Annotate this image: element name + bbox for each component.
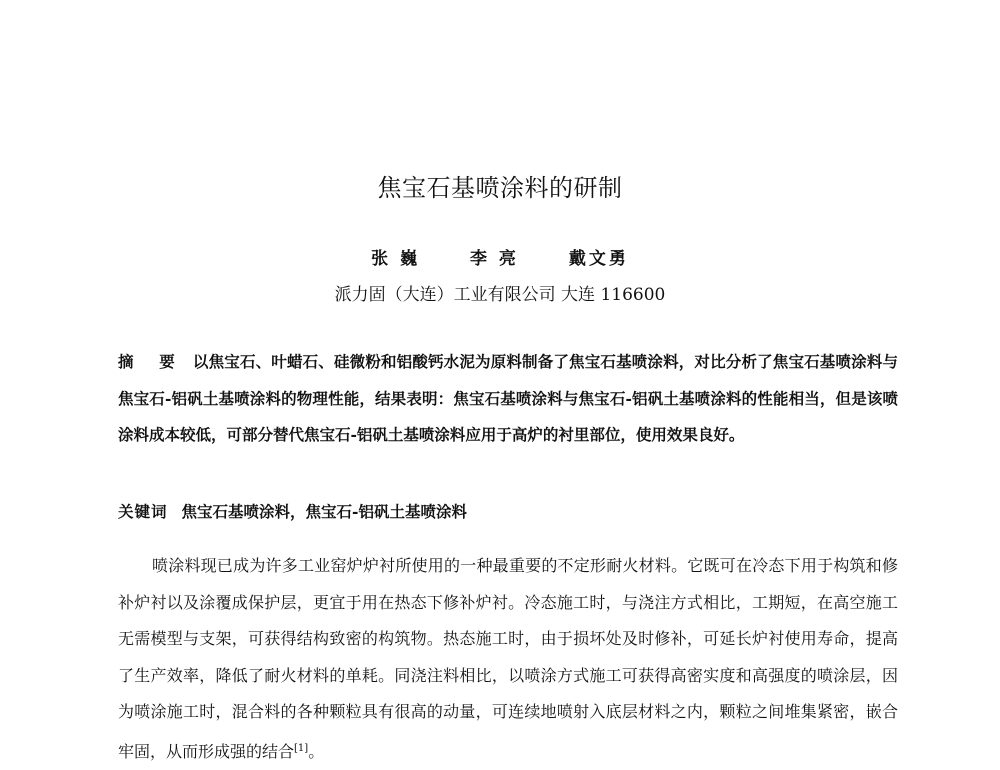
- author-name: 戴文勇: [568, 249, 629, 269]
- author-name: 李 亮: [470, 249, 519, 269]
- abstract-text: 以焦宝石、叶蜡石、硅微粉和铝酸钙水泥为原料制备了焦宝石基喷涂料，对比分析了焦宝石基喷涂料与焦宝石-铝矾土基喷涂料的物理性能，结果表明：焦宝石基喷涂料与焦宝石-铝矾土基喷涂料的性能相当，但是该喷涂料成本较低，可部分替代焦宝石-铝矾土基喷涂料应用于高炉的衬里部位，使用效果良好。: [118, 352, 898, 444]
- author-name: 张 巍: [371, 249, 421, 269]
- citation-ref: [1]: [294, 742, 309, 754]
- keywords-text: 焦宝石基喷涂料，焦宝石-铝矾土基喷涂料: [181, 502, 467, 521]
- body-paragraph: [118, 548, 898, 770]
- abstract-label: 摘 要: [118, 352, 185, 371]
- abstract: [118, 344, 898, 454]
- author-affiliation: 派力固（大连）工业有限公司 大连 116600: [334, 285, 666, 305]
- author-list: [0, 244, 1000, 269]
- keywords-label: 关键词: [118, 502, 168, 521]
- paper-title: 焦宝石基喷涂料的研制: [377, 174, 623, 202]
- keywords: [118, 500, 898, 522]
- body-text-end: 。: [308, 741, 325, 761]
- body-text: 喷涂料现已成为许多工业窑炉炉衬所使用的一种最重要的不定形耐火材料。它既可在冷态下用于构筑和修补炉衬以及涂覆成保护层，更宜于用在热态下修补炉衬。冷态施工时，与浇注方式相比，工期短，在高空施工无需模型与支架，可获得结构致密的构筑物。热态施工时，由于损坏处及时修补，可延长炉衬使用寿命，提高了生产效率，降低了耐火材料的单耗。同浇注料相比，以喷涂方式施工可获得高密实度和高强度的喷涂层，因为喷涂施工时，混合料的各种颗粒具有很高的动量，可连续地喷射入底层材料之内，颗粒之间堆集紧密，嵌合牢固，从而形成强的结合: [118, 556, 898, 761]
